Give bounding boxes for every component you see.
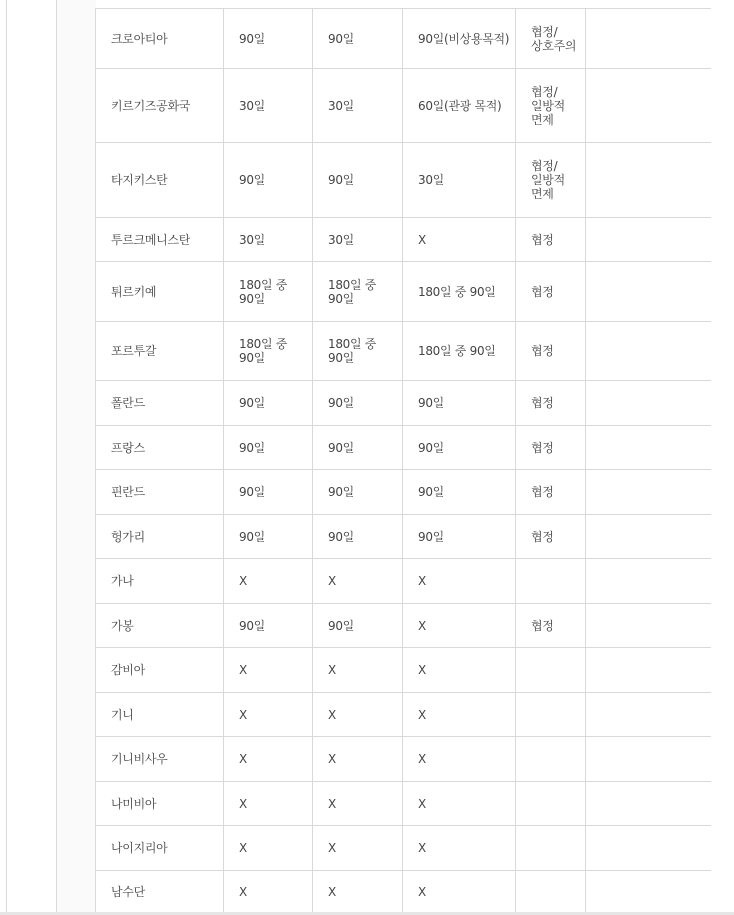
ordinary-cell: 180일 중 90일: [403, 322, 516, 381]
diplomatic-cell: X: [224, 782, 313, 826]
basis-cell: [516, 782, 586, 826]
official-cell: 90일: [313, 426, 403, 470]
ordinary-cell: 90일: [403, 470, 516, 515]
ordinary-cell: X: [403, 218, 516, 262]
diplomatic-cell: X: [224, 693, 313, 737]
ordinary-cell: X: [403, 782, 516, 826]
official-cell: 90일: [313, 9, 403, 69]
country-cell: 기니비사우: [96, 737, 224, 782]
official-cell: X: [313, 737, 403, 782]
country-cell: 키르기즈공화국: [96, 69, 224, 143]
diplomatic-cell: 180일 중 90일: [224, 262, 313, 322]
basis-cell: 협정: [516, 515, 586, 559]
table-row: [96, 515, 711, 559]
table-row: [96, 648, 711, 693]
official-cell: X: [313, 782, 403, 826]
visa-exemption-table: [95, 8, 711, 913]
table-row: [96, 381, 711, 426]
note-cell: [586, 9, 711, 69]
official-cell: 90일: [313, 604, 403, 648]
official-cell: 180일 중 90일: [313, 322, 403, 381]
note-cell: [586, 693, 711, 737]
diplomatic-cell: 90일: [224, 604, 313, 648]
diplomatic-cell: 90일: [224, 143, 313, 218]
country-cell: 기니: [96, 693, 224, 737]
ordinary-cell: X: [403, 559, 516, 604]
diplomatic-cell: 90일: [224, 9, 313, 69]
official-cell: X: [313, 826, 403, 871]
official-cell: X: [313, 871, 403, 913]
basis-cell: 협정/ 상호주의: [516, 9, 586, 69]
basis-cell: 협정: [516, 604, 586, 648]
ordinary-cell: X: [403, 648, 516, 693]
table-row: [96, 9, 711, 69]
diplomatic-cell: X: [224, 826, 313, 871]
basis-cell: 협정: [516, 426, 586, 470]
note-cell: [586, 143, 711, 218]
country-cell: 핀란드: [96, 470, 224, 515]
outer-border: [0, 0, 7, 915]
country-cell: 가봉: [96, 604, 224, 648]
note-cell: [586, 515, 711, 559]
country-cell: 남수단: [96, 871, 224, 913]
table-row: [96, 143, 711, 218]
country-cell: 투르크메니스탄: [96, 218, 224, 262]
official-cell: X: [313, 693, 403, 737]
official-cell: 90일: [313, 143, 403, 218]
table-row: [96, 782, 711, 826]
ordinary-cell: X: [403, 826, 516, 871]
diplomatic-cell: X: [224, 871, 313, 913]
table-row: [96, 559, 711, 604]
table-row: [96, 69, 711, 143]
table-row: [96, 871, 711, 913]
table-body: [96, 9, 711, 913]
note-cell: [586, 218, 711, 262]
region-cell-europe: [56, 0, 96, 560]
official-cell: 90일: [313, 470, 403, 515]
country-cell: 폴란드: [96, 381, 224, 426]
official-cell: 90일: [313, 381, 403, 426]
note-cell: [586, 426, 711, 470]
basis-cell: [516, 559, 586, 604]
table-row: [96, 426, 711, 470]
country-cell: 나미비아: [96, 782, 224, 826]
ordinary-cell: X: [403, 604, 516, 648]
basis-cell: [516, 693, 586, 737]
diplomatic-cell: 30일: [224, 69, 313, 143]
basis-cell: [516, 826, 586, 871]
diplomatic-cell: 90일: [224, 426, 313, 470]
country-cell: 가나: [96, 559, 224, 604]
basis-cell: 협정: [516, 381, 586, 426]
table-row: [96, 693, 711, 737]
ordinary-cell: X: [403, 693, 516, 737]
note-cell: [586, 604, 711, 648]
ordinary-cell: X: [403, 871, 516, 913]
ordinary-cell: 180일 중 90일: [403, 262, 516, 322]
note-cell: [586, 559, 711, 604]
basis-cell: 협정: [516, 470, 586, 515]
basis-cell: 협정: [516, 218, 586, 262]
basis-cell: [516, 871, 586, 913]
diplomatic-cell: 90일: [224, 381, 313, 426]
country-cell: 감비아: [96, 648, 224, 693]
ordinary-cell: 90일(비상용목적): [403, 9, 516, 69]
diplomatic-cell: 90일: [224, 515, 313, 559]
note-cell: [586, 470, 711, 515]
note-cell: [586, 782, 711, 826]
country-cell: 헝가리: [96, 515, 224, 559]
official-cell: 30일: [313, 218, 403, 262]
country-cell: 포르투갈: [96, 322, 224, 381]
ordinary-cell: 60일(관광 목적): [403, 69, 516, 143]
table-row: [96, 737, 711, 782]
table-row: [96, 604, 711, 648]
country-cell: 나이지리아: [96, 826, 224, 871]
country-cell: 튀르키예: [96, 262, 224, 322]
official-cell: 30일: [313, 69, 403, 143]
diplomatic-cell: X: [224, 648, 313, 693]
table-row: [96, 218, 711, 262]
table-row: [96, 322, 711, 381]
note-cell: [586, 381, 711, 426]
diplomatic-cell: X: [224, 559, 313, 604]
official-cell: 90일: [313, 515, 403, 559]
basis-cell: [516, 648, 586, 693]
official-cell: 180일 중 90일: [313, 262, 403, 322]
basis-cell: 협정/ 일방적 면제: [516, 143, 586, 218]
ordinary-cell: X: [403, 737, 516, 782]
country-cell: 프랑스: [96, 426, 224, 470]
official-cell: X: [313, 648, 403, 693]
note-cell: [586, 69, 711, 143]
diplomatic-cell: 90일: [224, 470, 313, 515]
note-cell: [586, 737, 711, 782]
ordinary-cell: 90일: [403, 381, 516, 426]
basis-cell: 협정: [516, 262, 586, 322]
note-cell: [586, 322, 711, 381]
table-row: [96, 470, 711, 515]
diplomatic-cell: 180일 중 90일: [224, 322, 313, 381]
table-row: [96, 262, 711, 322]
note-cell: [586, 648, 711, 693]
note-cell: [586, 262, 711, 322]
ordinary-cell: 90일: [403, 426, 516, 470]
basis-cell: 협정: [516, 322, 586, 381]
basis-cell: 협정/ 일방적 면제: [516, 69, 586, 143]
country-cell: 타지키스탄: [96, 143, 224, 218]
ordinary-cell: 30일: [403, 143, 516, 218]
table-row: [96, 826, 711, 871]
diplomatic-cell: 30일: [224, 218, 313, 262]
diplomatic-cell: X: [224, 737, 313, 782]
country-cell: 크로아티아: [96, 9, 224, 69]
note-cell: [586, 871, 711, 913]
basis-cell: [516, 737, 586, 782]
ordinary-cell: 90일: [403, 515, 516, 559]
region-cell-africa: [56, 559, 96, 915]
official-cell: X: [313, 559, 403, 604]
note-cell: [586, 826, 711, 871]
